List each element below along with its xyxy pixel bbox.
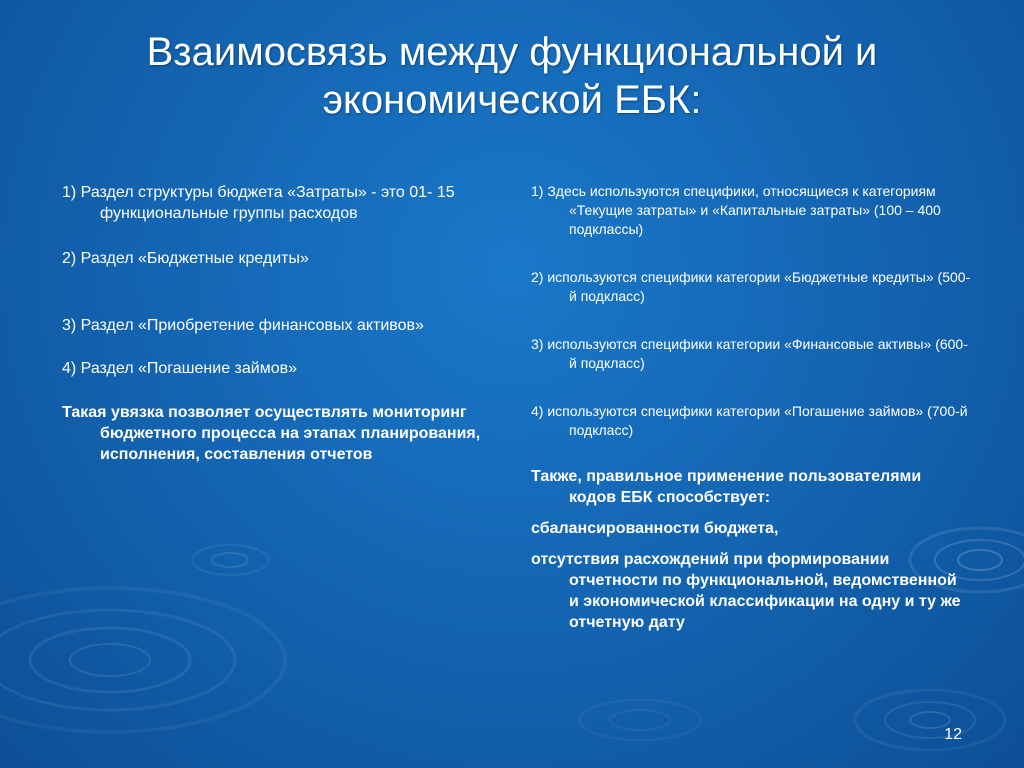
left-item-3: 3) Раздел «Приобретение финансовых активов» xyxy=(62,317,424,334)
right-item-3: 3) используются специфики категории «Финансовые активы» (600-й подкласс) xyxy=(531,336,968,371)
left-item-4: 4) Раздел «Погашение займов» xyxy=(62,360,297,377)
right-item-2: 2) используются специфики категории «Бюджетные кредиты» (500-й подкласс) xyxy=(531,269,971,304)
right-column xyxy=(531,182,971,633)
right-summary-intro: Также, правильное применение пользователями кодов ЕБК способствует: xyxy=(531,468,922,506)
slide-title-line-2: экономической ЕБК: xyxy=(322,78,702,122)
left-item-1: 1) Раздел структуры бюджета «Затраты» - это 01- 15 функциональные группы расходов xyxy=(62,184,455,222)
slide-title xyxy=(0,28,1024,124)
left-item-2: 2) Раздел «Бюджетные кредиты» xyxy=(62,250,309,267)
right-item-1: 1) Здесь используются специфики, относящиеся к категориям «Текущие затраты» и «Капитальные затраты» (100 – 400 подклассы) xyxy=(531,183,941,237)
right-item-4: 4) используются специфики категории «Погашение займов» (700-й подкласс) xyxy=(531,403,968,438)
left-summary: Такая увязка позволяет осуществлять мониторинг бюджетного процесса на этапах планирования, исполнения, составления отчетов xyxy=(62,404,481,463)
left-column xyxy=(62,182,492,465)
right-summary-point-1: сбалансированности бюджета, xyxy=(531,520,779,537)
page-number: 12 xyxy=(944,726,962,743)
right-summary-point-2: отсутствия расхождений при формировании отчетности по функциональной, ведомственной и экономической классификации на одну и ту же отчетную дату xyxy=(531,551,961,631)
slide-title-line-1: Взаимосвязь между функциональной и xyxy=(146,30,878,74)
